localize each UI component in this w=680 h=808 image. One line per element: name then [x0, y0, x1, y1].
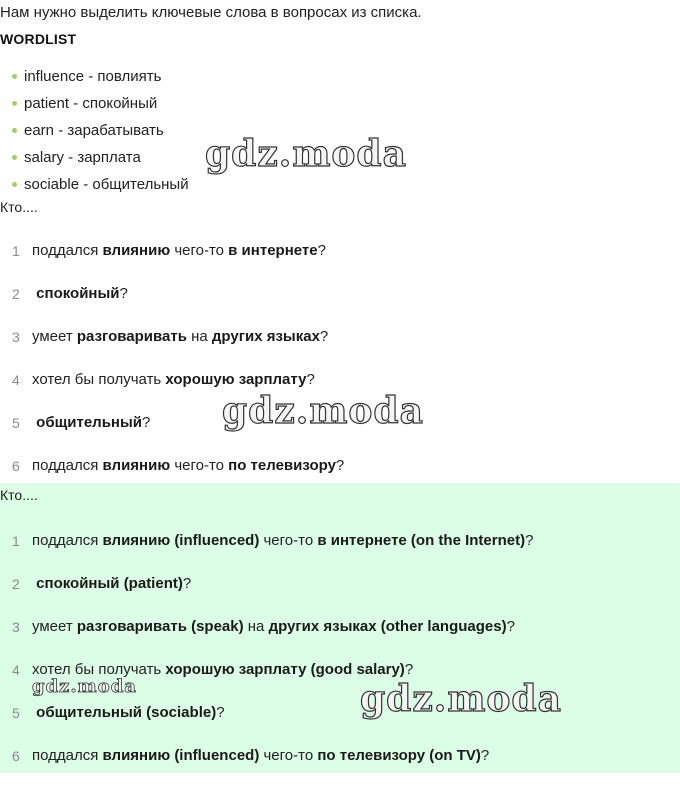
item-text [32, 616, 515, 638]
item-text [32, 455, 344, 477]
text-fragment: ? [506, 618, 515, 635]
item-text [32, 326, 328, 348]
wordlist-item: sociable - общительный [12, 174, 189, 201]
item-number: 1 [12, 533, 20, 549]
keyword: других языках [211, 328, 320, 345]
text-fragment: ? [119, 285, 128, 302]
text-fragment: на [243, 618, 269, 635]
text-fragment: ? [142, 414, 151, 431]
wordlist [12, 66, 189, 201]
text-fragment: ? [182, 575, 192, 592]
item-text [32, 745, 489, 767]
keyword: влиянию (influenced) [102, 747, 260, 764]
item-number: 1 [12, 243, 20, 259]
keyword: влиянию [102, 242, 171, 259]
item-number: 3 [12, 329, 20, 345]
text-fragment: ? [317, 242, 326, 259]
kto-label-answer: Кто.... [0, 487, 38, 503]
bullet-icon [12, 128, 17, 133]
item-number: 6 [12, 748, 20, 764]
item-text [32, 283, 128, 305]
bullet-icon [12, 155, 17, 160]
keyword: по телевизору (on TV) [317, 747, 481, 764]
text-fragment: ? [404, 661, 414, 678]
item-number: 5 [12, 415, 20, 431]
intro-text: Нам нужно выделить ключевые слова в вопросах из списка. [0, 4, 422, 21]
bullet-icon [12, 74, 17, 79]
item-number: 2 [12, 576, 20, 592]
text-fragment: ? [480, 747, 490, 764]
wordlist-item: patient - спокойный [12, 93, 189, 120]
keyword: влиянию [102, 457, 171, 474]
item-number: 6 [12, 458, 20, 474]
text-fragment: ? [216, 704, 225, 721]
keyword: по телевизору [228, 457, 336, 474]
item-number: 4 [12, 662, 20, 678]
text-fragment: ? [319, 328, 329, 345]
keyword: спокойный (patient) [36, 575, 183, 592]
bullet-icon [12, 182, 17, 187]
item-number: 5 [12, 705, 20, 721]
item-number: 3 [12, 619, 20, 635]
wordlist-item: earn - зарабатывать [12, 120, 189, 147]
text-fragment: чего-то [170, 457, 229, 474]
keyword: влиянию (influenced) [102, 532, 260, 549]
text-fragment: поддался [32, 457, 103, 474]
text-fragment: на [186, 328, 212, 345]
keyword: в интернете [228, 242, 318, 259]
text-fragment: умеет [32, 328, 77, 345]
keyword: хорошую зарплату (good salary) [165, 661, 405, 678]
text-fragment: поддался [32, 747, 103, 764]
keyword: общительный (sociable) [36, 704, 217, 721]
keyword: общительный [36, 414, 143, 431]
item-text [32, 530, 533, 552]
item-text [32, 240, 326, 262]
keyword: хорошую зарплату [165, 371, 307, 388]
text-fragment: ? [306, 371, 315, 388]
watermark: gdz.moda [360, 678, 562, 720]
wordlist-item: influence - повлиять [12, 66, 189, 93]
bullet-icon [12, 101, 17, 106]
watermark: gdz.moda [222, 390, 424, 432]
wordlist-heading: WORDLIST [0, 31, 77, 47]
text-fragment: чего-то [259, 532, 318, 549]
keyword: других языках (other languages) [268, 618, 507, 635]
text-fragment: чего-то [170, 242, 229, 259]
text-fragment: поддался [32, 532, 103, 549]
text-fragment: поддался [32, 242, 103, 259]
item-text [32, 573, 191, 595]
item-number: 2 [12, 286, 20, 302]
watermark: gdz.moda [32, 676, 137, 697]
keyword: разговаривать (speak) [76, 618, 244, 635]
text-fragment: хотел бы получать [32, 371, 166, 388]
item-text [32, 702, 225, 724]
text-fragment: чего-то [259, 747, 318, 764]
wordlist-item: salary - зарплата [12, 147, 189, 174]
item-text [32, 412, 150, 434]
keyword: разговаривать [76, 328, 187, 345]
text-fragment: умеет [32, 618, 77, 635]
item-text [32, 369, 315, 391]
text-fragment: хотел бы получать [32, 661, 166, 678]
text-fragment: ? [525, 532, 534, 549]
kto-label: Кто.... [0, 199, 38, 215]
keyword: спокойный [36, 285, 120, 302]
watermark: gdz.moda [205, 133, 407, 175]
keyword: в интернете (on the Internet) [317, 532, 526, 549]
text-fragment: ? [335, 457, 345, 474]
item-number: 4 [12, 372, 20, 388]
